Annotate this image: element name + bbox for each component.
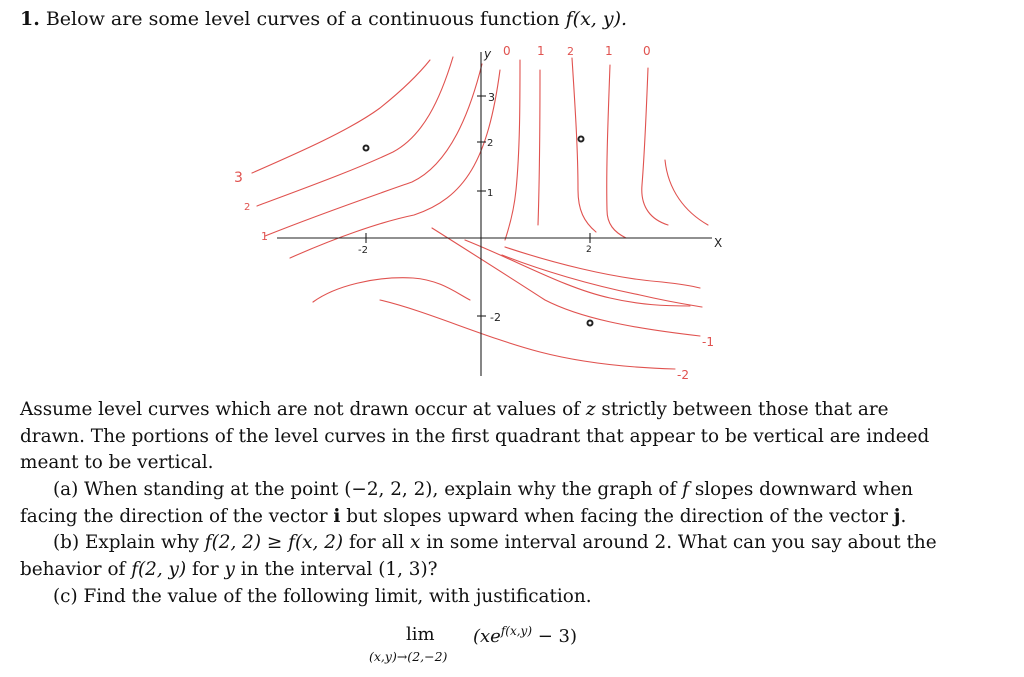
vector-j: j <box>893 505 901 527</box>
tick-label-y-2: 2 <box>487 138 494 149</box>
x-axis-label: X <box>714 236 723 250</box>
level-curve-right-1 <box>505 247 700 288</box>
limit-subscript: (x,y)→(2,−2) <box>369 649 448 664</box>
assume-variable: z <box>585 399 596 420</box>
level-curve-3-upper-left <box>252 60 430 173</box>
level-curve-1-upper-left <box>265 64 482 236</box>
level-curve-2-upper-left <box>257 57 453 206</box>
curve-label-top-1-right: 1 <box>605 44 613 58</box>
tick-label-y-1: 1 <box>487 188 494 199</box>
part-b-mid: for all <box>348 532 405 553</box>
curve-label-right-neg2: -2 <box>677 368 689 382</box>
point-neg2-2 <box>364 146 369 151</box>
assumption-paragraph <box>20 397 944 477</box>
level-curve-neg2 <box>380 300 675 369</box>
limit-expression <box>369 622 669 672</box>
part-a-mid3: but slopes upward when facing the direction of the vector <box>346 505 888 527</box>
level-curve-2-right-branch <box>572 58 596 232</box>
part-b-mid4: in the interval <box>240 558 373 580</box>
assume-text: Assume level curves which are not drawn occur at values of <box>20 399 580 420</box>
part-c-text: (c) Find the value of the following limit, with justification. <box>53 586 592 607</box>
curve-label-top-2: 2 <box>567 45 574 58</box>
part-b-f2y: f(2, y) <box>131 558 187 580</box>
level-curve-0-lower-left <box>313 278 470 302</box>
problem-intro: Below are some level curves of a continuous function <box>45 8 560 30</box>
limit-body <box>473 624 577 647</box>
part-a <box>20 477 944 530</box>
part-b-inequality: f(2, 2) ≥ f(x, 2) <box>204 532 344 553</box>
curve-label-left-1: 1 <box>261 230 268 243</box>
curve-label-top-0-left: 0 <box>503 44 511 58</box>
level-curve-2-left-branch <box>538 70 540 225</box>
point-2-2 <box>579 137 584 142</box>
level-curve-right-3 <box>465 240 690 306</box>
limit-exponent: f(x,y) <box>500 624 532 638</box>
function-name: f(x, y). <box>565 8 628 30</box>
part-a-end: . <box>900 505 907 527</box>
level-curve-1-right <box>607 65 626 238</box>
curve-label-left-3: 3 <box>234 170 243 186</box>
curve-label-right-neg1: -1 <box>702 335 714 349</box>
point-2-neg2 <box>588 321 593 326</box>
level-curve-0-upper-left <box>290 70 500 258</box>
part-a-f: f <box>682 479 689 500</box>
level-curve-0-far-right <box>665 160 708 225</box>
tick-label-y-neg2: -2 <box>490 311 501 324</box>
curve-label-left-2: 2 <box>244 202 251 213</box>
part-b-x: x <box>410 532 421 553</box>
part-b-mid3: for <box>192 558 219 580</box>
level-curve-1-first-quadrant <box>505 60 520 240</box>
part-a-mid2: slopes downward when facing the direction of the vector <box>20 479 914 527</box>
assume-tail: strictly between those that are drawn. The portions of the level curves in the first quadrant that appear to be vertical are indeed meant to be vertical. <box>20 399 930 474</box>
level-curve-right-2 <box>502 255 702 307</box>
tick-label-y-3: 3 <box>488 91 495 104</box>
level-curve-0-right <box>642 68 668 225</box>
curve-label-top-1-left: 1 <box>537 44 545 58</box>
tick-label-x-2: 2 <box>586 245 592 255</box>
part-b-y: y <box>224 558 235 580</box>
problem-number: 1. <box>20 8 40 30</box>
limit-close: − 3) <box>532 626 577 647</box>
vector-i: i <box>333 505 341 527</box>
y-axis-label: y <box>484 47 492 61</box>
limit-open: (xe <box>473 626 501 647</box>
tick-label-x-neg2: -2 <box>358 245 368 256</box>
part-b-interval: (1, 3)? <box>378 558 438 580</box>
part-a-point: (−2, 2, 2), <box>344 479 439 500</box>
part-b-label: (b) Explain why <box>53 532 199 553</box>
part-a-label: (a) When standing at the point <box>53 479 339 500</box>
curve-label-top-0-right: 0 <box>643 44 651 58</box>
part-c <box>20 584 944 611</box>
limit-word: lim <box>406 624 435 645</box>
part-a-mid: explain why the graph of <box>444 479 677 500</box>
part-b-mid2: in some interval around 2. What can you say about the behavior of <box>20 532 937 580</box>
part-b <box>20 530 944 583</box>
